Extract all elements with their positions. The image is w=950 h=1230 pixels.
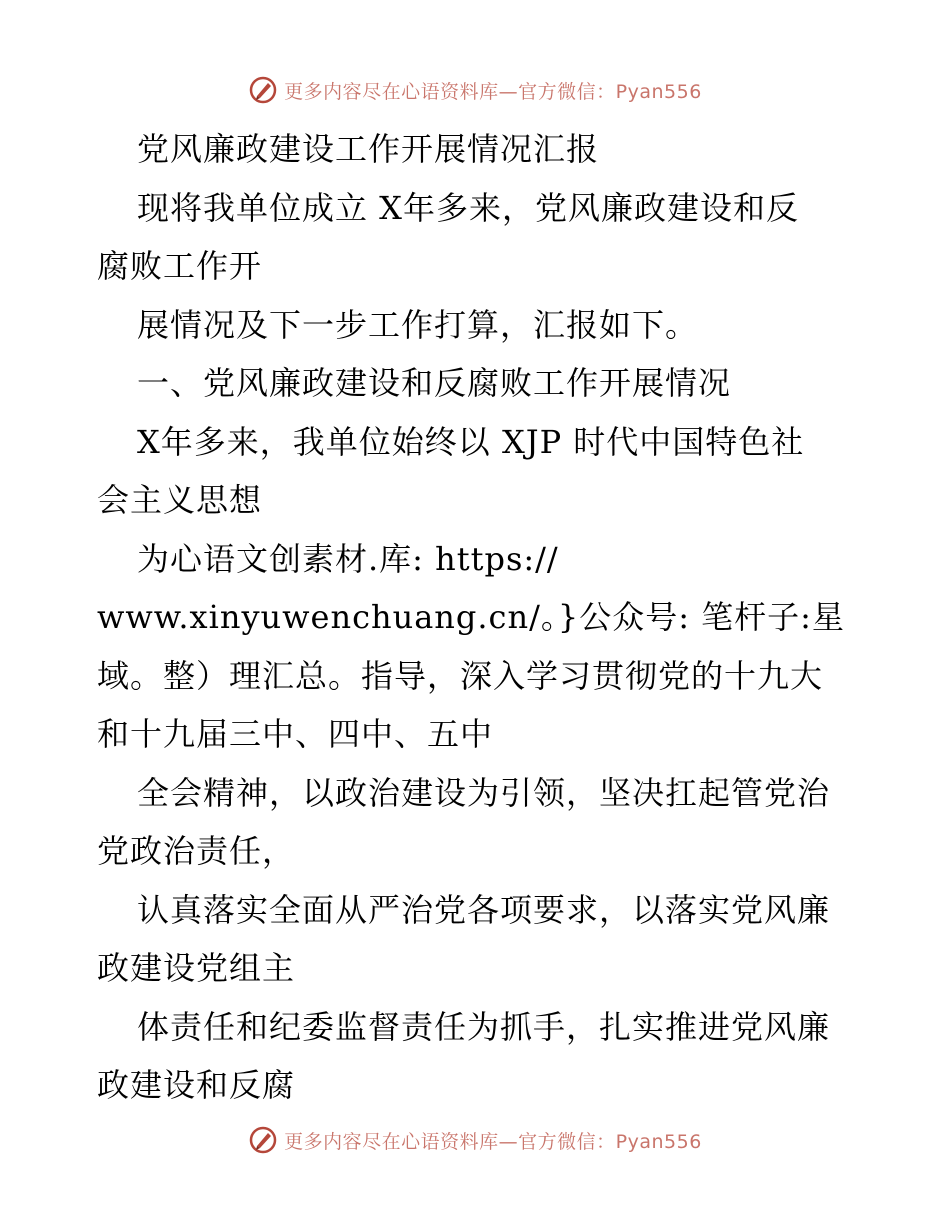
footer-banner-text: 更多内容尽在心语资料库—官方微信：Pyan556 — [284, 1130, 702, 1153]
paragraph-line: 和十九届三中、四中、五中 — [97, 715, 494, 753]
paragraph-line: 域。整）理汇总。指导，深入学习贯彻党的十九大 — [97, 656, 824, 695]
header-banner-text: 更多内容尽在心语资料库—官方微信：Pyan556 — [284, 80, 702, 103]
paragraph-line: 会主义思想 — [97, 481, 263, 519]
paragraph-line: www.xinyuwenchuang.cn/。}公众号: 笔杆子:星 — [97, 598, 845, 636]
paragraph-line: X年多来，我单位始终以 XJP 时代中国特色社 — [137, 422, 805, 461]
paragraph-line: 为心语文创素材.库: https:// — [137, 539, 559, 578]
paragraph-line: 现将我单位成立 X年多来，党风廉政建设和反 — [137, 188, 799, 227]
paragraph-line: 认真落实全面从严治党各项要求，以落实党风廉 — [137, 890, 831, 929]
document-body — [97, 120, 857, 1115]
paragraph-line: 展情况及下一步工作打算，汇报如下。 — [137, 305, 699, 344]
paragraph-line: 政建设和反腐 — [97, 1066, 296, 1104]
paragraph-line: 体责任和纪委监督责任为抓手，扎实推进党风廉 — [137, 1007, 831, 1046]
pen-circle-logo-icon — [248, 75, 278, 105]
paragraph-line: 政建设党组主 — [97, 949, 296, 987]
header-banner — [0, 70, 950, 110]
section-heading: 一、党风廉政建设和反腐败工作开展情况 — [137, 364, 732, 402]
document-title: 党风廉政建设工作开展情况汇报 — [137, 130, 600, 168]
pen-circle-logo-icon — [248, 1125, 278, 1155]
paragraph-line: 党政治责任， — [97, 832, 296, 870]
paragraph-line: 腐败工作开 — [97, 247, 263, 285]
footer-banner — [0, 1120, 950, 1160]
paragraph-line: 全会精神，以政治建设为引领，坚决扛起管党治 — [137, 773, 831, 812]
